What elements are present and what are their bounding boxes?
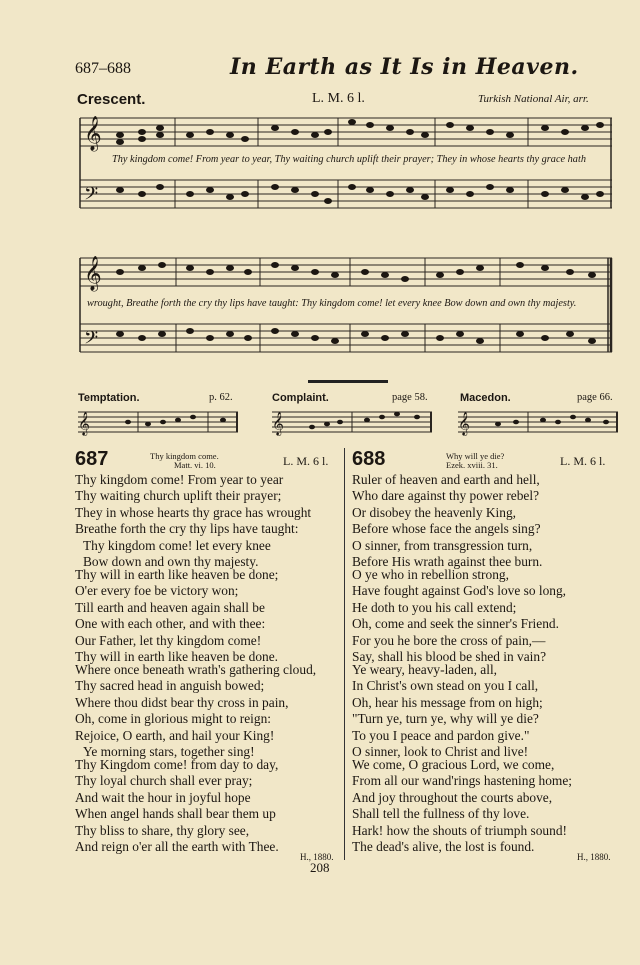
verse-line: Shall tell the fullness of thy love. [352, 806, 530, 822]
verse-line: In Christ's own stead on you I call, [352, 678, 539, 694]
hymn-meter: L. M. 6 l. [283, 454, 329, 468]
verse-line: And joy throughout the courts above, [352, 789, 553, 805]
stanza [352, 567, 566, 665]
hymn-author: H., 1880. [577, 852, 611, 862]
verse-line: Ruler of heaven and earth and hell, [352, 472, 540, 487]
verse-line: Oh, come in glorious might to reign: [75, 711, 272, 727]
verse-line: One with each other, and with thee: [75, 616, 266, 632]
alt-tune-staff [272, 408, 432, 438]
verse-line: O ye who in rebellion strong, [352, 567, 509, 582]
tune-composer: Turkish National Air, arr. [478, 93, 589, 105]
alt-tune-staff [78, 408, 238, 438]
verse-line: Who dare against thy power rebel? [352, 488, 540, 504]
stanza [75, 662, 316, 760]
verse-line: Have fought against God's love so long, [352, 583, 567, 599]
verse-line: Our Father, let thy kingdom come! [75, 632, 262, 648]
hymn-number: 687 [75, 448, 109, 470]
column-divider [344, 448, 345, 860]
hymn-meter: L. M. 6 l. [560, 454, 606, 468]
music-system-1 [80, 110, 612, 220]
page-title: In Earth as It Is in Heaven. [230, 54, 579, 80]
stanza [75, 567, 278, 665]
stanza [75, 472, 311, 570]
verse-line: The dead's alive, the lost is found. [352, 838, 535, 854]
stanza [75, 757, 279, 855]
verse-line: Ye morning stars, together sing! [83, 743, 255, 759]
svg-text:𝄞: 𝄞 [458, 413, 470, 435]
verse-line: Thy loyal church shall ever pray; [75, 773, 253, 789]
svg-text:𝄞: 𝄞 [84, 117, 102, 150]
verse-line: Before whose face the angels sing? [352, 521, 541, 537]
stanza [352, 757, 572, 855]
svg-text:𝄞: 𝄞 [272, 413, 284, 435]
verse-line: O sinner, from transgression turn, [352, 537, 533, 553]
scripture-reference [446, 452, 504, 470]
verse-line: And wait the hour in joyful hope [75, 789, 251, 805]
tune-meter: L. M. 6 l. [312, 91, 365, 106]
hymn-number: 688 [352, 448, 386, 470]
reference-text: Thy kingdom come. [150, 451, 219, 461]
alt-tune-name: Complaint. [272, 392, 329, 404]
verse-line: We come, O gracious Lord, we come, [352, 757, 555, 772]
hymn-author: H., 1880. [300, 852, 334, 862]
verse-line: Say, shall his blood be shed in vain? [352, 648, 547, 664]
stanza [352, 472, 542, 570]
svg-text:𝄢: 𝄢 [84, 327, 99, 352]
svg-text:𝄞: 𝄞 [78, 413, 90, 435]
verse-line: Where once beneath wrath's gathering cloud, [75, 662, 317, 677]
verse-line: Hark! how the shouts of triumph sound! [352, 822, 567, 838]
verse-line: To you I peace and pardon give." [352, 727, 530, 743]
reference-text: Why will ye die? [446, 451, 505, 461]
verse-line: Thy sacred head in anguish bowed; [75, 678, 265, 694]
stanza [352, 662, 543, 760]
verse-line: Ye weary, heavy-laden, all, [352, 662, 498, 677]
page-range: 687–688 [75, 60, 131, 77]
verse-line: Thy kingdom come! let every knee [83, 537, 271, 553]
verse-line: Thy will in earth like heaven be done. [75, 648, 279, 664]
alt-tune-name: Macedon. [460, 392, 511, 404]
verse-line: Before His wrath against thee burn. [352, 553, 543, 569]
lyric-line-1: Thy kingdom come! From year to year, Thy waiting church uplift their prayer; They in whose hearts thy grace hath [112, 154, 586, 165]
tune-name: Crescent. [77, 91, 146, 108]
verse-line: Thy bliss to share, thy glory see, [75, 822, 250, 838]
verse-line: Till earth and heaven again shall be [75, 599, 265, 615]
verse-line: He doth to you his call extend; [352, 599, 517, 615]
verse-line: Or disobey the heavenly King, [352, 504, 516, 520]
verse-line: Thy will in earth like heaven be done; [75, 567, 279, 582]
alt-tune-staff [458, 408, 618, 438]
verse-line: "Turn ye, turn ye, why will ye die? [352, 711, 539, 727]
page-number: 208 [310, 860, 330, 875]
alt-tune-page: p. 62. [209, 392, 233, 403]
reference-citation: Matt. vi. 10. [174, 460, 216, 470]
verse-line: Breathe forth the cry thy lips have taught: [75, 521, 299, 537]
verse-line: They in whose hearts thy grace has wrought [75, 504, 312, 520]
verse-line: From all our wand'rings hastening home; [352, 773, 572, 789]
alt-tune-page: page 66. [577, 392, 613, 403]
verse-line: Where thou didst bear thy cross in pain, [75, 694, 289, 710]
verse-line: Thy kingdom come! From year to year [75, 472, 284, 487]
verse-line: O'er every foe be victory won; [75, 583, 239, 599]
verse-line: For you he bore the cross of pain,— [352, 632, 546, 648]
music-notation-1 [80, 110, 612, 220]
separator-rule [308, 380, 388, 383]
verse-line: When angel hands shall bear them up [75, 806, 276, 822]
verse-line: Bow down and own thy majesty. [83, 553, 259, 569]
alt-tune-page: page 58. [392, 392, 428, 403]
verse-line: Oh, hear his message from on high; [352, 694, 543, 710]
verse-line: Thy Kingdom come! from day to day, [75, 757, 279, 772]
alt-tune-name: Temptation. [78, 392, 140, 404]
verse-line: Oh, come and seek the sinner's Friend. [352, 616, 559, 632]
verse-line: And reign o'er all the earth with Thee. [75, 838, 279, 854]
verse-line: Thy waiting church uplift their prayer; [75, 488, 282, 504]
verse-line: Rejoice, O earth, and hail your King! [75, 727, 275, 743]
reference-citation: Ezek. xviii. 31. [446, 460, 498, 470]
scripture-reference [150, 452, 219, 470]
svg-text:𝄞: 𝄞 [84, 257, 102, 290]
svg-text:𝄢: 𝄢 [84, 183, 99, 208]
verse-line: O sinner, look to Christ and live! [352, 743, 529, 759]
lyric-line-2: wrought, Breathe forth the cry thy lips have taught: Thy kingdom come! let every knee Bow down and own thy majesty. [87, 298, 577, 309]
